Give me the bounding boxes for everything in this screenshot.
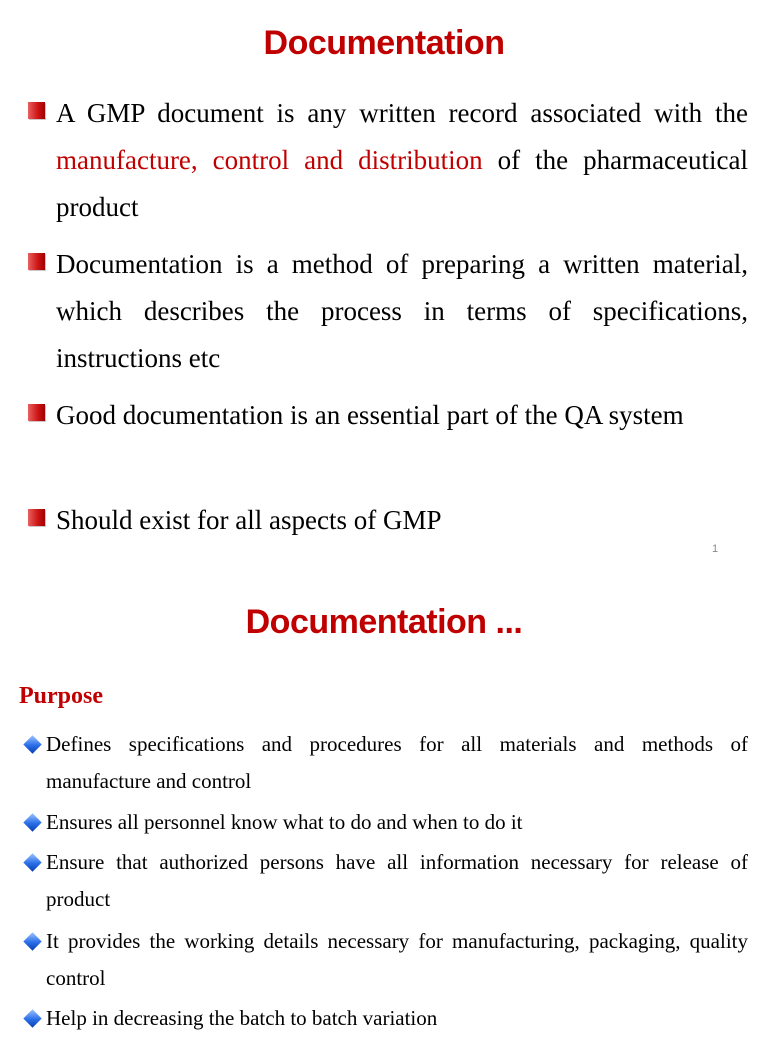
highlighted-phrase: manufacture, control and distribution (56, 145, 483, 175)
bullet-text: A GMP document is any written record associated with the manufacture, control and distribution of the pharmaceutical product (56, 98, 748, 222)
bullet-text: Ensure that authorized persons have all information necessary for release of product (46, 850, 748, 911)
page-number: 1 (712, 543, 719, 555)
bullet-text: Defines specifications and procedures for all materials and methods of manufacture and control (46, 732, 748, 793)
square-bullet-icon (28, 102, 45, 119)
section-heading: Purpose (19, 683, 103, 709)
diamond-bullet-icon (23, 735, 41, 753)
square-bullet-icon (28, 253, 45, 270)
bullet-text: It provides the working details necessary for manufacturing, packaging, quality control (46, 929, 748, 990)
diamond-bullet-icon (23, 853, 41, 871)
bullet-text: Ensures all personnel know what to do and when to do it (46, 810, 523, 834)
square-bullet-icon (28, 509, 45, 526)
slide-title: Documentation ... (245, 603, 523, 641)
bullet-text: Documentation is a method of preparing a written material, which describes the process in terms of specifications, instructions etc (56, 249, 748, 373)
bullet-text: Help in decreasing the batch to batch variation (46, 1006, 438, 1030)
bullet-text: Should exist for all aspects of GMP (56, 505, 442, 535)
bullet-text: Good documentation is an essential part of the QA system (56, 400, 684, 430)
slide-title: Documentation (263, 24, 505, 62)
diamond-bullet-icon (23, 932, 41, 950)
diamond-bullet-icon (23, 813, 41, 831)
diamond-bullet-icon (23, 1009, 41, 1027)
square-bullet-icon (28, 404, 45, 421)
slide-2 (0, 568, 768, 1030)
